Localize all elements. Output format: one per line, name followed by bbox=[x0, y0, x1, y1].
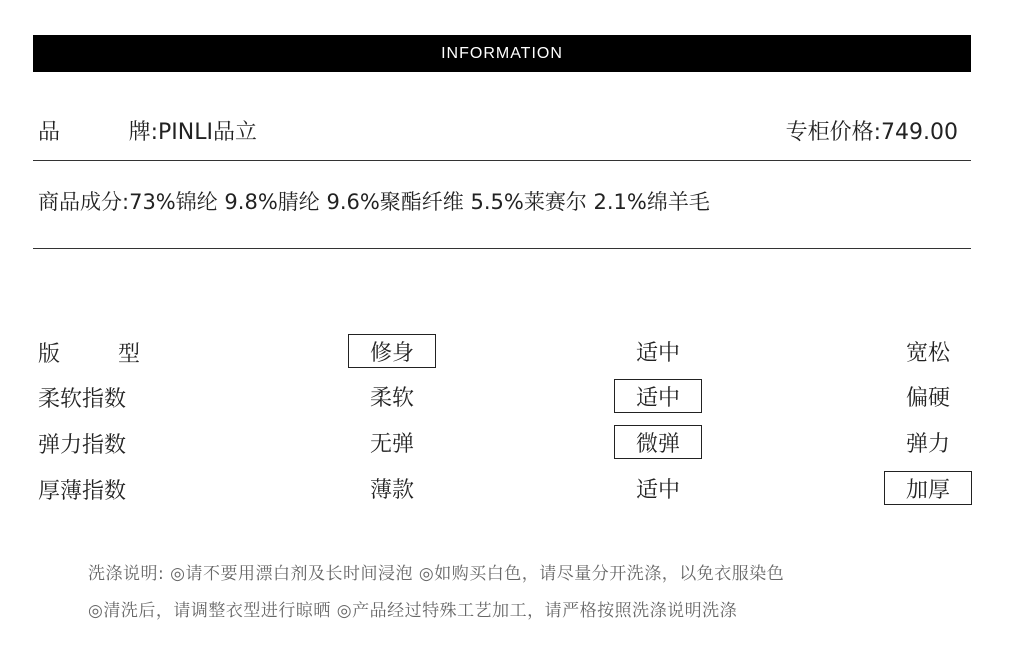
brand-info bbox=[38, 115, 257, 146]
composition-row bbox=[38, 184, 958, 218]
spec-label: 弹力指数 bbox=[38, 432, 127, 458]
brand-value: PINLI品立 bbox=[158, 119, 257, 145]
spec-option: 适中 bbox=[635, 477, 680, 503]
spec-row-thickness bbox=[38, 471, 978, 507]
spec-option: 偏硬 bbox=[905, 385, 950, 411]
spec-option: 薄款 bbox=[369, 477, 414, 503]
composition-value: 73%锦纶 9.8%腈纶 9.6%聚酯纤维 5.5%莱赛尔 2.1%绵羊毛 bbox=[129, 190, 710, 214]
spec-row-elasticity bbox=[38, 425, 978, 461]
spec-row-fit bbox=[38, 334, 978, 370]
spec-option: 加厚 bbox=[884, 471, 972, 505]
spec-option: 弹力 bbox=[905, 431, 950, 457]
spec-option: 适中 bbox=[614, 379, 702, 413]
spec-label: 厚薄指数 bbox=[38, 478, 127, 504]
spec-option: 柔软 bbox=[369, 385, 414, 411]
spec-row-softness bbox=[38, 379, 978, 415]
header-title: INFORMATION bbox=[441, 44, 563, 62]
brand-label: 品 牌: bbox=[38, 119, 158, 145]
spec-option: 适中 bbox=[635, 340, 680, 366]
spec-label: 柔软指数 bbox=[38, 386, 127, 412]
care-instructions-line-2: ◎清洗后，请调整衣型进行晾晒 ◎产品经过特殊工艺加工，请严格按照洗涤说明洗涤 bbox=[88, 600, 738, 621]
spec-label: 版 型 bbox=[38, 341, 140, 367]
price-value: 749.00 bbox=[881, 119, 958, 145]
composition-label: 商品成分: bbox=[38, 190, 130, 214]
spec-option: 修身 bbox=[348, 334, 436, 368]
spec-option: 无弹 bbox=[369, 431, 414, 457]
divider-1 bbox=[33, 160, 971, 161]
information-header bbox=[33, 35, 971, 72]
price-info bbox=[786, 115, 958, 146]
care-instructions-line-1: 洗涤说明: ◎请不要用漂白剂及长时间浸泡 ◎如购买白色，请尽量分开洗涤，以免衣服染色 bbox=[88, 563, 785, 584]
brand-row bbox=[38, 112, 958, 148]
spec-option: 宽松 bbox=[905, 340, 950, 366]
spec-option: 微弹 bbox=[614, 425, 702, 459]
price-label: 专柜价格: bbox=[785, 119, 882, 145]
divider-2 bbox=[33, 248, 971, 249]
